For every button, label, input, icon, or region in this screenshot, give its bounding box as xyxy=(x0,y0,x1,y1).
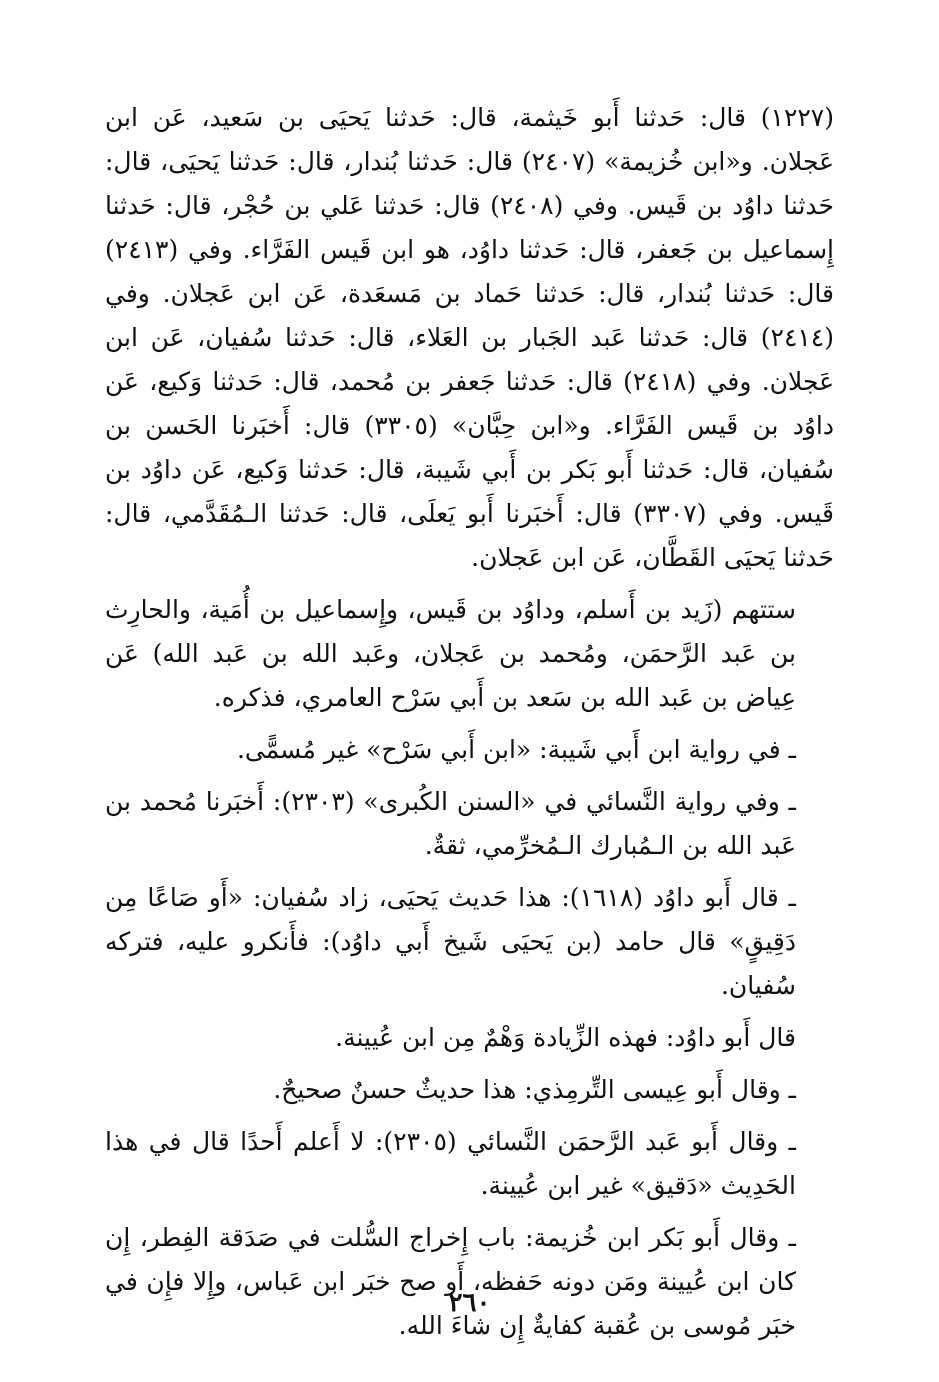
paragraph-note-tirmidhi: ـ وقال أَبو عِيسى التِّرمِذي: هذا حديثٌ حسنٌ صحيحٌ. xyxy=(273,1075,796,1104)
paragraph-isnad-sources: (١٢٢٧) قال: حَدثنا أَبو خَيثمة، قال: حَدثنا يَحيَى بن سَعيد، عَن ابن عَجلان. و«ابن خُزيمة» (٢٤٠٧) قال: حَدثنا بُندار، قال: حَدثنا يَحيَى، قال: حَدثنا داوُد بن قَيس. وفي (٢٤٠٨) قال: حَدثنا عَلي بن حُجْر، قال: حَدثنا إِسماعيل بن جَعفر، قال: حَدثنا داوُد، هو ابن قَيس الفَرَّاء. وفي (٢٤١٣) قال: حَدثنا بُندار، قال: حَدثنا حَماد بن مَسعَدة، عَن ابن عَجلان. وفي (٢٤١٤) قال: حَدثنا عَبد الجَبار بن العَلاء، قال: حَدثنا سُفيان، عَن ابن عَجلان. وفي (٢٤١٨) قال: حَدثنا جَعفر بن مُحمد، قال: حَدثنا وَكيع، عَن داوُد بن قَيس الفَرَّاء. و«ابن حِبَّان» (٣٣٠٥) قال: أَخبَرنا الحَسن بن سُفيان، قال: حَدثنا أَبو بَكر بن أَبي شَيبة، قال: حَدثنا وَكيع، عَن داوُد بن قَيس. وفي (٣٣٠٧) قال: أَخبَرنا أَبو يَعلَى، قال: حَدثنا الـمُقَدَّمي، قال: حَدثنا يَحيَى القَطَّان، عَن ابن عَجلان. xyxy=(105,103,834,572)
paragraph-note-nasai: ـ وقال أَبو عَبد الرَّحمَن النَّسائي (٢٣٠٥): لا أَعلم أَحدًا قال في هذا الحَدِيث «دَقيق» غير ابن عُيينة. xyxy=(105,1127,796,1200)
paragraph-note-nasai-kubra: ـ وفي رواية النَّسائي في «السنن الكُبرى» (٢٣٠٣): أَخبَرنا مُحمد بن عَبد الله بن الـمُبارك الـمُخرِّمي، ثقةٌ. xyxy=(105,787,796,860)
body-text xyxy=(105,96,834,1356)
paragraph-note-ibn-khuzayma: ـ وقال أَبو بَكر ابن خُزيمة: باب إِخراج السُّلت في صَدَقة الفِطر، إِن كان ابن عُيينة ومَن دونه حَفظه، أَو صح خبَر ابن عَباس، وإِلا فإِن في خبَر مُوسى بن عُقبة كفايةٌ إِن شاءَ الله. xyxy=(105,1223,796,1340)
paragraph-six-narrators: ستتهم (زَيد بن أَسلم، وداوُد بن قَيس، وإِسماعيل بن أُمَية، والحارِث بن عَبد الرَّحمَن، ومُحمد بن عَجلان، وعَبد الله بن عَبد الله) عَن عِياض بن عَبد الله بن سَعد بن أَبي سَرْح العامري، فذكره. xyxy=(105,595,796,712)
paragraph-note-abu-dawud: ـ قال أَبو داوُد (١٦١٨): هذا حَديث يَحيَى، زاد سُفيان: «أَو صَاعًا مِن دَقِيقٍ» قال حامد (بن يَحيَى شَيخ أَبي داوُد): فأَنكرو عليه، فتركه سُفيان. xyxy=(105,883,796,1000)
paragraph-note-abu-dawud-wahm: قال أَبو داوُد: فهذه الزِّيادة وَهْمٌ مِن ابن عُيينة. xyxy=(335,1023,796,1052)
page-number: ٢٦٠ xyxy=(448,1288,491,1318)
paragraph-note-ibn-abi-shayba: ـ في رواية ابن أَبي شَيبة: «ابن أَبي سَرْح» غير مُسمًّى. xyxy=(236,735,796,764)
